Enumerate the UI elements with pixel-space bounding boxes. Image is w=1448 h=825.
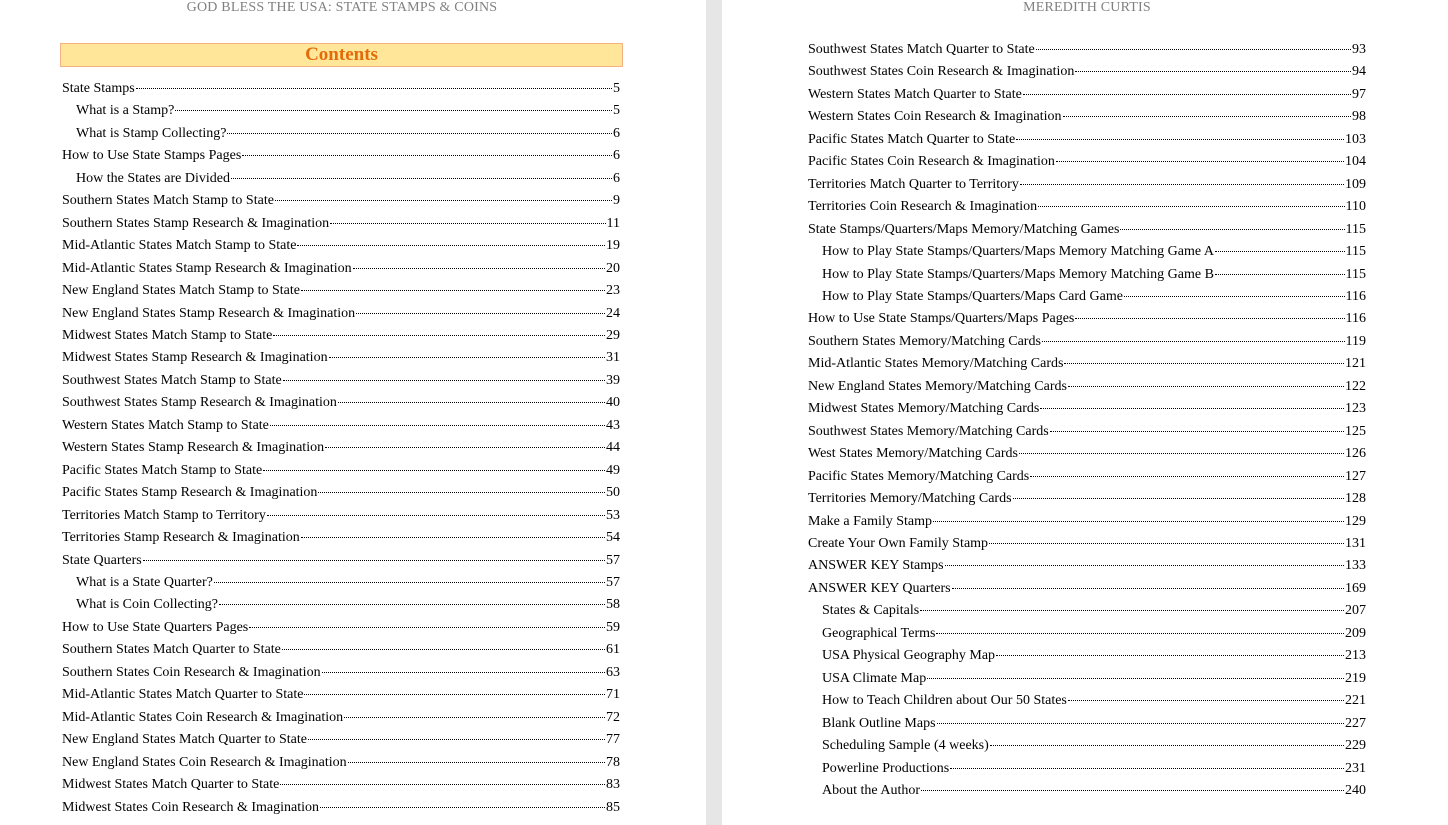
contents-heading: Contents: [60, 43, 623, 67]
left-page: [0, 0, 706, 825]
toc-leader-dots: [945, 565, 1344, 566]
toc-entry[interactable]: [62, 662, 620, 684]
toc-entry-title: How to Use State Stamps/Quarters/Maps Pages: [808, 311, 1075, 327]
toc-page-number: 209: [1345, 625, 1366, 641]
toc-leader-dots: [996, 655, 1344, 656]
toc-entry[interactable]: [62, 797, 620, 819]
toc-page-number: 58: [606, 597, 620, 613]
toc-page-number: 72: [606, 709, 620, 725]
toc-entry-title: How the States are Divided: [76, 170, 230, 186]
toc-entry[interactable]: [62, 100, 620, 122]
toc-page-number: 50: [606, 485, 620, 501]
toc-leader-dots: [1124, 296, 1345, 297]
toc-leader-dots: [921, 790, 1344, 791]
toc-entry[interactable]: [808, 713, 1366, 735]
toc-leader-dots: [1030, 476, 1344, 477]
toc-entry[interactable]: [808, 443, 1366, 465]
toc-page-number: 85: [606, 799, 620, 815]
toc-entry-title: Create Your Own Family Stamp: [808, 535, 989, 551]
toc-entry-title: How to Use State Stamps Pages: [62, 148, 242, 164]
toc-leader-dots: [270, 425, 605, 426]
toc-page-number: 207: [1345, 603, 1366, 619]
toc-page-number: 115: [1345, 221, 1366, 237]
toc-entry[interactable]: [62, 639, 620, 661]
toc-entry[interactable]: [808, 555, 1366, 577]
running-head-title: GOD BLESS THE USA: STATE STAMPS & COINS: [186, 0, 498, 15]
toc-leader-dots: [267, 515, 605, 516]
toc-page-number: 39: [606, 372, 620, 388]
toc-entry-title: Territories Stamp Research & Imagination: [62, 530, 300, 546]
toc-entry[interactable]: [808, 61, 1366, 83]
toc-list-left: [62, 78, 620, 819]
toc-leader-dots: [937, 723, 1344, 724]
toc-leader-dots: [989, 543, 1344, 544]
toc-entry[interactable]: [62, 684, 620, 706]
toc-leader-dots: [1075, 318, 1344, 319]
toc-entry-title: Pacific States Memory/Matching Cards: [808, 468, 1030, 484]
toc-page-number: 5: [613, 81, 620, 96]
toc-entry[interactable]: [62, 213, 620, 235]
toc-page-number: 129: [1345, 513, 1366, 529]
toc-entry-title: How to Play State Stamps/Quarters/Maps Card Game: [822, 288, 1123, 304]
toc-leader-dots: [242, 155, 612, 156]
toc-entry[interactable]: [62, 123, 620, 145]
toc-entry-title: New England States Memory/Matching Cards: [808, 378, 1067, 394]
toc-entry-title: Southern States Match Stamp to State: [62, 193, 274, 209]
toc-page-number: 109: [1345, 176, 1366, 192]
toc-leader-dots: [933, 521, 1344, 522]
toc-entry-title: Territories Match Stamp to Territory: [62, 507, 266, 523]
toc-entry[interactable]: [808, 600, 1366, 622]
toc-entry-title: Powerline Productions: [822, 760, 950, 776]
right-page: [722, 0, 1448, 825]
toc-page-number: 94: [1352, 64, 1366, 80]
toc-leader-dots: [1063, 116, 1351, 117]
toc-entry-title: Midwest States Match Quarter to State: [62, 777, 280, 793]
toc-entry[interactable]: [62, 258, 620, 280]
toc-entry[interactable]: [808, 421, 1366, 443]
toc-entry-title: How to Play State Stamps/Quarters/Maps Memory Matching Game B: [822, 266, 1214, 282]
toc-leader-dots: [330, 223, 605, 224]
toc-leader-dots: [301, 290, 605, 291]
toc-entry[interactable]: [808, 398, 1366, 420]
toc-page-number: 169: [1345, 580, 1366, 596]
toc-entry-title: Territories Match Quarter to Territory: [808, 176, 1019, 192]
toc-page-number: 221: [1345, 693, 1366, 709]
toc-leader-dots: [320, 807, 605, 808]
toc-entry[interactable]: [808, 533, 1366, 555]
toc-entry[interactable]: [808, 84, 1366, 106]
toc-entry[interactable]: [808, 151, 1366, 173]
toc-entry-title: Midwest States Memory/Matching Cards: [808, 401, 1040, 417]
toc-entry-title: Make a Family Stamp: [808, 513, 933, 529]
toc-entry-title: Midwest States Coin Research & Imagination: [62, 799, 320, 815]
toc-entry-title: Mid-Atlantic States Match Stamp to State: [62, 238, 297, 254]
toc-entry-title: States & Capitals: [822, 603, 920, 619]
toc-page-number: 20: [606, 260, 620, 276]
toc-entry-title: Midwest States Stamp Research & Imagination: [62, 350, 328, 366]
toc-page-number: 54: [606, 530, 620, 546]
toc-page-number: 110: [1345, 199, 1366, 215]
toc-entry-title: Western States Match Stamp to State: [62, 417, 269, 433]
toc-page-number: 115: [1345, 266, 1366, 282]
toc-page-number: 19: [606, 238, 620, 254]
toc-page-number: 133: [1345, 558, 1366, 574]
toc-leader-dots: [227, 133, 612, 134]
toc-entry[interactable]: [808, 174, 1366, 196]
toc-page-number: 78: [606, 754, 620, 770]
toc-page-number: 53: [606, 507, 620, 523]
toc-entry[interactable]: [62, 325, 620, 347]
toc-leader-dots: [1050, 431, 1344, 432]
toc-leader-dots: [325, 447, 605, 448]
toc-entry-title: What is Coin Collecting?: [76, 597, 218, 613]
toc-page-number: 57: [606, 552, 620, 568]
toc-page-number: 11: [606, 215, 620, 231]
toc-leader-dots: [283, 380, 605, 381]
toc-leader-dots: [356, 313, 605, 314]
toc-page-number: 6: [613, 170, 620, 186]
toc-entry[interactable]: [808, 578, 1366, 600]
toc-entry-title: How to Teach Children about Our 50 States: [822, 693, 1067, 709]
toc-entry[interactable]: [62, 707, 620, 729]
toc-page-number: 29: [606, 327, 620, 343]
toc-entry-title: New England States Match Quarter to State: [62, 732, 307, 748]
toc-page-number: 44: [606, 440, 620, 456]
toc-leader-dots: [990, 745, 1344, 746]
toc-entry-title: Scheduling Sample (4 weeks): [822, 738, 989, 754]
toc-page-number: 98: [1352, 109, 1366, 125]
toc-leader-dots: [318, 492, 605, 493]
toc-entry-title: Western States Coin Research & Imagination: [808, 109, 1062, 125]
toc-entry[interactable]: [62, 505, 620, 527]
toc-leader-dots: [249, 627, 605, 628]
toc-entry-title: Territories Coin Research & Imagination: [808, 199, 1038, 215]
toc-page-number: 231: [1345, 760, 1366, 776]
toc-leader-dots: [275, 200, 612, 201]
toc-entry[interactable]: [808, 668, 1366, 690]
toc-entry-title: State Stamps/Quarters/Maps Memory/Matching Games: [808, 221, 1120, 237]
toc-leader-dots: [348, 762, 605, 763]
running-head-author: MEREDITH CURTIS: [1023, 0, 1151, 15]
toc-entry[interactable]: [62, 370, 620, 392]
toc-entry[interactable]: [808, 690, 1366, 712]
toc-list-right: [808, 39, 1366, 802]
toc-entry-title: Mid-Atlantic States Coin Research & Imagination: [62, 709, 344, 725]
toc-leader-dots: [143, 560, 605, 561]
toc-page-number: 121: [1345, 356, 1366, 372]
toc-leader-dots: [344, 717, 605, 718]
toc-entry-title: About the Author: [822, 782, 920, 798]
toc-entry-title: Mid-Atlantic States Match Quarter to State: [62, 687, 304, 703]
toc-entry[interactable]: [62, 415, 620, 437]
toc-entry[interactable]: [808, 511, 1366, 533]
toc-leader-dots: [301, 537, 605, 538]
toc-page-number: 43: [606, 417, 620, 433]
toc-entry-title: Southwest States Match Stamp to State: [62, 372, 282, 388]
toc-entry-title: What is Stamp Collecting?: [76, 125, 227, 141]
toc-entry[interactable]: [808, 106, 1366, 128]
toc-entry-title: Southwest States Memory/Matching Cards: [808, 423, 1049, 439]
toc-entry[interactable]: [808, 645, 1366, 667]
toc-page-number: 240: [1345, 782, 1366, 798]
toc-entry-title: New England States Stamp Research & Imagination: [62, 305, 356, 321]
toc-entry[interactable]: [808, 264, 1366, 286]
toc-entry-title: Mid-Atlantic States Memory/Matching Cards: [808, 356, 1064, 372]
toc-leader-dots: [936, 633, 1344, 634]
toc-leader-dots: [1068, 386, 1344, 387]
toc-entry-title: State Quarters: [62, 552, 142, 568]
toc-leader-dots: [353, 268, 605, 269]
toc-entry[interactable]: [62, 482, 620, 504]
toc-leader-dots: [308, 739, 605, 740]
toc-page-number: 83: [606, 777, 620, 793]
toc-page-number: 104: [1345, 154, 1366, 170]
toc-leader-dots: [175, 110, 612, 111]
toc-entry-title: What is a State Quarter?: [76, 574, 213, 590]
toc-page-number: 9: [613, 193, 620, 209]
toc-page-number: 57: [606, 574, 620, 590]
toc-leader-dots: [1215, 274, 1345, 275]
toc-leader-dots: [1019, 453, 1344, 454]
toc-entry[interactable]: [62, 460, 620, 482]
toc-entry[interactable]: [808, 735, 1366, 757]
toc-entry-title: ANSWER KEY Quarters: [808, 580, 951, 596]
toc-entry[interactable]: [808, 623, 1366, 645]
toc-entry-title: Geographical Terms: [822, 625, 936, 641]
toc-page-number: 131: [1345, 535, 1366, 551]
toc-page-number: 59: [606, 619, 620, 635]
toc-entry[interactable]: [62, 235, 620, 257]
toc-entry-title: USA Climate Map: [822, 670, 927, 686]
toc-leader-dots: [304, 694, 605, 695]
toc-entry-title: West States Memory/Matching Cards: [808, 446, 1019, 462]
toc-page-number: 23: [606, 283, 620, 299]
toc-entry-title: Southwest States Match Quarter to State: [808, 42, 1035, 57]
toc-entry-title: What is a Stamp?: [76, 103, 175, 119]
toc-page-number: 63: [606, 664, 620, 680]
toc-page-number: 31: [606, 350, 620, 366]
toc-entry[interactable]: [62, 729, 620, 751]
toc-leader-dots: [297, 245, 605, 246]
toc-leader-dots: [1038, 206, 1344, 207]
toc-leader-dots: [329, 357, 605, 358]
toc-entry-title: Southern States Coin Research & Imagination: [62, 664, 321, 680]
toc-page-number: 116: [1345, 311, 1366, 327]
toc-page-number: 40: [606, 395, 620, 411]
toc-leader-dots: [219, 604, 605, 605]
toc-leader-dots: [282, 649, 605, 650]
toc-entry-title: Mid-Atlantic States Stamp Research & Imagination: [62, 260, 352, 276]
toc-page-number: 213: [1345, 648, 1366, 664]
toc-page-number: 229: [1345, 738, 1366, 754]
toc-leader-dots: [1036, 49, 1351, 50]
toc-page-number: 93: [1352, 42, 1366, 57]
toc-page-number: 6: [613, 125, 620, 141]
toc-page-number: 116: [1345, 288, 1366, 304]
toc-page-number: 125: [1345, 423, 1366, 439]
toc-leader-dots: [1075, 71, 1351, 72]
toc-entry[interactable]: [808, 129, 1366, 151]
toc-page-number: 5: [613, 103, 620, 119]
toc-entry[interactable]: [62, 617, 620, 639]
toc-entry[interactable]: [62, 550, 620, 572]
toc-leader-dots: [1016, 139, 1344, 140]
toc-entry[interactable]: [62, 303, 620, 325]
toc-leader-dots: [322, 672, 605, 673]
toc-page-number: 119: [1345, 333, 1366, 349]
toc-entry-title: State Stamps: [62, 81, 135, 96]
toc-leader-dots: [273, 335, 605, 336]
toc-entry[interactable]: [808, 39, 1366, 61]
toc-entry[interactable]: [808, 308, 1366, 330]
toc-entry[interactable]: [62, 527, 620, 549]
toc-leader-dots: [214, 582, 605, 583]
toc-entry[interactable]: [62, 572, 620, 594]
toc-entry[interactable]: [62, 392, 620, 414]
toc-entry-title: ANSWER KEY Stamps: [808, 558, 944, 574]
toc-entry[interactable]: [808, 331, 1366, 353]
toc-entry[interactable]: [62, 145, 620, 167]
toc-page-number: 97: [1352, 86, 1366, 102]
toc-entry-title: Pacific States Stamp Research & Imagination: [62, 485, 318, 501]
toc-entry-title: New England States Coin Research & Imagination: [62, 754, 347, 770]
toc-entry-title: Pacific States Match Quarter to State: [808, 131, 1016, 147]
toc-leader-dots: [952, 588, 1344, 589]
toc-entry[interactable]: [62, 774, 620, 796]
toc-entry-title: Southern States Match Quarter to State: [62, 642, 281, 658]
toc-entry-title: New England States Match Stamp to State: [62, 283, 300, 299]
toc-entry[interactable]: [808, 758, 1366, 780]
toc-page-number: 219: [1345, 670, 1366, 686]
toc-entry-title: USA Physical Geography Map: [822, 648, 996, 664]
toc-entry[interactable]: [62, 78, 620, 100]
toc-entry-title: How to Use State Quarters Pages: [62, 619, 249, 635]
toc-leader-dots: [950, 768, 1344, 769]
toc-leader-dots: [1056, 161, 1344, 162]
toc-leader-dots: [231, 178, 612, 179]
toc-entry[interactable]: [62, 347, 620, 369]
toc-leader-dots: [1042, 341, 1345, 342]
toc-page-number: 49: [606, 462, 620, 478]
toc-page-number: 77: [606, 732, 620, 748]
toc-leader-dots: [927, 678, 1344, 679]
toc-entry[interactable]: [808, 466, 1366, 488]
toc-page-number: 128: [1345, 491, 1366, 507]
toc-entry[interactable]: [808, 196, 1366, 218]
toc-page-number: 122: [1345, 378, 1366, 394]
toc-page-number: 71: [606, 687, 620, 703]
toc-leader-dots: [1120, 229, 1344, 230]
toc-entry[interactable]: [62, 190, 620, 212]
toc-entry-title: Southern States Memory/Matching Cards: [808, 333, 1041, 349]
toc-entry[interactable]: [808, 353, 1366, 375]
toc-leader-dots: [1020, 184, 1344, 185]
toc-page-number: 123: [1345, 401, 1366, 417]
toc-entry-title: Southern States Stamp Research & Imagination: [62, 215, 330, 231]
toc-entry[interactable]: [62, 280, 620, 302]
toc-page-number: 103: [1345, 131, 1366, 147]
toc-entry-title: Territories Memory/Matching Cards: [808, 491, 1012, 507]
toc-leader-dots: [1023, 94, 1351, 95]
toc-page-number: 115: [1345, 244, 1366, 260]
toc-page-number: 126: [1345, 446, 1366, 462]
toc-leader-dots: [1215, 251, 1345, 252]
toc-page-number: 127: [1345, 468, 1366, 484]
toc-leader-dots: [280, 784, 605, 785]
toc-entry-title: How to Play State Stamps/Quarters/Maps Memory Matching Game A: [822, 244, 1214, 260]
toc-entry-title: Western States Stamp Research & Imagination: [62, 440, 325, 456]
toc-leader-dots: [263, 470, 605, 471]
toc-entry-title: Southwest States Stamp Research & Imagination: [62, 395, 337, 411]
toc-page-number: 24: [606, 305, 620, 321]
toc-entry[interactable]: [62, 752, 620, 774]
toc-entry-title: Pacific States Coin Research & Imagination: [808, 154, 1055, 170]
toc-entry-title: Midwest States Match Stamp to State: [62, 327, 273, 343]
toc-leader-dots: [920, 610, 1344, 611]
toc-entry[interactable]: [808, 219, 1366, 241]
toc-leader-dots: [1068, 700, 1344, 701]
toc-leader-dots: [1040, 408, 1344, 409]
toc-entry-title: Blank Outline Maps: [822, 715, 936, 731]
toc-leader-dots: [338, 402, 605, 403]
toc-leader-dots: [136, 88, 612, 89]
toc-entry[interactable]: [808, 376, 1366, 398]
toc-entry[interactable]: [62, 594, 620, 616]
toc-entry[interactable]: [808, 241, 1366, 263]
toc-page-number: 61: [606, 642, 620, 658]
toc-page-number: 6: [613, 148, 620, 164]
toc-entry[interactable]: [808, 780, 1366, 802]
toc-entry-title: Pacific States Match Stamp to State: [62, 462, 263, 478]
toc-entry[interactable]: [808, 286, 1366, 308]
toc-page-number: 227: [1345, 715, 1366, 731]
toc-leader-dots: [1013, 498, 1344, 499]
toc-entry-title: Southwest States Coin Research & Imagination: [808, 64, 1075, 80]
toc-entry[interactable]: [62, 437, 620, 459]
toc-entry-title: Western States Match Quarter to State: [808, 86, 1022, 102]
toc-entry[interactable]: [808, 488, 1366, 510]
toc-leader-dots: [1064, 363, 1344, 364]
toc-entry[interactable]: [62, 168, 620, 190]
